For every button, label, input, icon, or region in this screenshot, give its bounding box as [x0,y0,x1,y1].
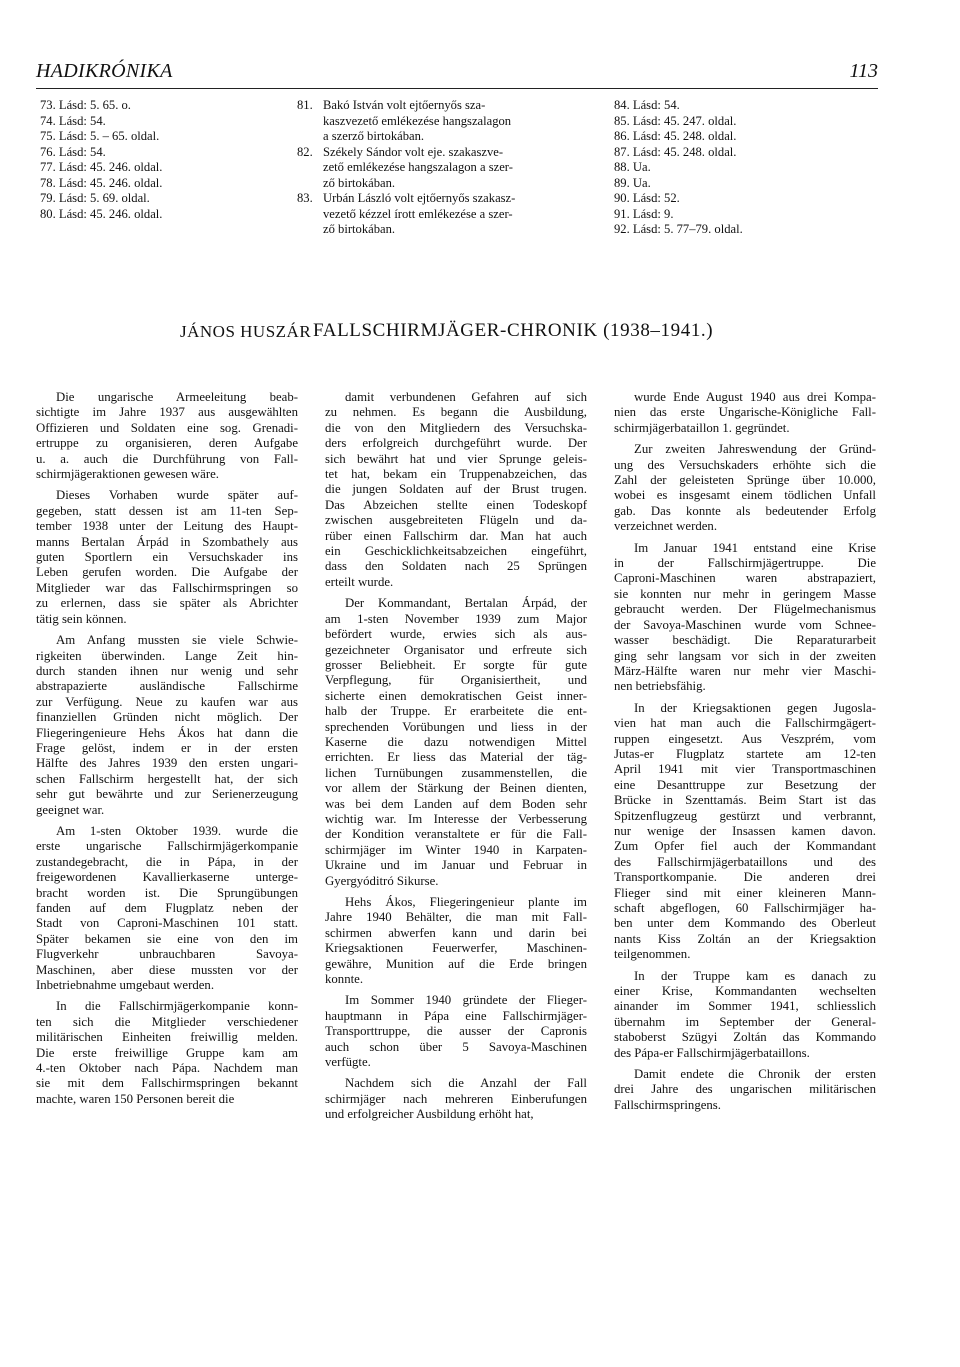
text-line: ainander im Sommer 1941, schliesslich [614,999,876,1014]
endnotes-column-3 [614,98,834,238]
text-line: zu nehmen. Es begann die Ausbildung, [325,405,587,420]
text-line: fanden auf dem Flugplatz neben der [36,901,298,915]
text-line: Hälfte des Jahres 1939 den ersten ungari- [36,756,298,771]
text-line: durch standen ihnen nur wenig und sehr [36,663,298,678]
text-line: schirmjägerbataillon 1. gegründet. [614,420,790,435]
text-line: verzeichnet werden. [614,519,718,534]
text-line: u. a. auch die Durchführung von Fall- [36,451,298,466]
endnote [297,145,597,192]
endnote [297,98,597,145]
text-line: Spitzenflugzeug gestürzt und verbrannt, [614,808,876,823]
text-line: gewähre, Munition auf die Erde bringen [325,956,587,971]
paragraph [36,633,298,818]
text-line: teilgenommen. [614,947,691,962]
text-line: gebraucht werden. Der Flügelmechanismus [614,602,876,617]
endnote-number: 83. [297,191,313,205]
text-line: übernahm im September der General- [614,1014,876,1029]
text-line: In die Fallschirmjägerkompanie konn- [56,999,298,1014]
text-line: Dieses Vorhaben wurde später auf- [56,488,298,503]
text-line: damit verbundenen Gefahren auf sich [345,390,587,404]
text-line: verfügte. [325,1055,371,1070]
text-line: ging sehr langsam vor sich in der zweiten [614,648,876,663]
text-line: erteilt wurde. [325,574,394,589]
text-line: Jahre 1940 Behälter, die man mit Fall- [325,910,587,925]
text-line: befördert wurde, erwies sich als aus- [325,627,587,642]
text-line: nur wenige der Insassen kamen davon. [614,823,876,838]
text-line: schirmjägeraktionen gewesen wäre. [36,467,219,482]
text-line: auch schon über 5 Savoya-Maschinen [325,1039,587,1054]
endnote-line: Bakó István volt ejtőernyős sza- [323,98,486,112]
text-line: vor allem der Stärkung der Beinen dienten, [325,781,587,796]
text-line: nen betriebsfähig. [614,679,706,694]
endnote-line: kaszvezető emlékezése hangszalagon [323,113,512,128]
text-line: hauptmann in Pápa eine Fallschirmjäger- [325,1008,587,1023]
text-line: Später bekamen sie eine von den im [36,931,298,946]
text-line: Zum Opfer fiel auch der Kommandant [614,839,876,854]
text-line: konnte. [325,972,364,987]
endnote-number: 82. [297,144,313,159]
text-line: freigewordenen Kavallierkaserne unterge- [36,870,298,885]
text-line: wichtig war. Im Interesse der Verbesserung [325,811,587,826]
text-line: Ukraine und im Januar und Februar in [325,858,587,873]
text-line: Flugverkehr unbrauchbaren Savoya- [36,947,298,962]
text-line: geeignet war. [36,802,105,817]
endnote: 75. Lásd: 5. – 65. oldal. [40,129,160,143]
text-line: Die ungarische Armeeleitung beab- [56,390,298,404]
text-line: Am Anfang mussten sie viele Schwie- [56,633,298,648]
text-line: zu erlernen, dass sie später als Abrichter [36,596,298,611]
text-line: Jutas-er Flugplatz startete am 12-ten [614,746,876,761]
endnote: 88. Ua. [614,160,651,174]
paragraph [614,701,876,963]
paragraph [614,1067,876,1113]
text-line: in der Fallschirmjägertruppe. Die [614,556,876,571]
paragraph [325,895,587,987]
text-line: Zahl der geleisteten Sprünge über 10.000, [614,473,876,488]
paragraph [36,999,298,1107]
text-line: Kriegsaktionen Feuerwerfer, Maschinen- [325,941,587,956]
endnote-number: 81. [297,98,313,112]
endnotes-column-2 [297,98,597,238]
endnote: 86. Lásd: 45. 248. oldal. [614,129,737,143]
endnote-line: a szerző birtokában. [323,129,425,143]
text-line: rigkeiten überwinden. Lange Zeit hin- [36,648,298,663]
endnote-line: ző birtokában. [323,222,396,236]
paragraph [36,390,298,482]
endnote: 87. Lásd: 45. 248. oldal. [614,144,737,159]
text-line: und erfolgreicher Ausbildung erhöht hat, [325,1107,534,1122]
text-line: Flieger sind mit einer kleineren Mann- [614,885,876,900]
text-line: dass den Soldaten nach 25 Sprüngen [325,559,587,574]
text-line: ben unter dem Kommando des Oberleut [614,916,876,931]
text-line: Hehs Ákos, Fliegeringenieur plante im [345,895,587,909]
text-line: tet hat, bekam ein Truppenabzeichen, das [325,467,587,482]
endnote-line: zető emlékezése hangszalagon a szer- [323,160,513,174]
text-line: bracht worden ist. Die Sprungübungen [36,885,298,900]
text-line: des Pápa-er Fallschirmjägerbataillons. [614,1045,810,1060]
endnote: 91. Lásd: 9. [614,206,674,221]
endnote: 80. Lásd: 45. 246. oldal. [40,206,163,221]
text-line: schirmen abwerfen kann und darin bei [325,925,587,940]
text-line: sehr gut bewährte und zur Serienerzeugung [36,787,298,802]
article-title: FALLSCHIRMJÄGER-CHRONIK (1938–1941.) [313,320,714,341]
endnote: 76. Lásd: 54. [40,144,106,159]
text-line: In der Kriegsaktionen gegen Jugosla- [634,700,876,715]
text-line: wasser beschädigt. Die Reparaturarbeit [614,633,876,648]
text-line: Fliegeringenieure Hehs Ákos hat dann die [36,725,298,740]
article-author: JÁNOS HUSZÁR [180,322,312,341]
text-line: schaft abgeflogen, 60 Fallschirmjäger ha- [614,901,876,915]
text-line: die von den Mitgliedern des Versuchska- [325,420,587,435]
text-line: Am 1-sten Oktober 1939. wurde die [56,823,298,838]
text-line: zustandegebracht, die in Pápa, in der [36,854,298,869]
paragraph [325,1076,587,1122]
text-line: 4.-ten Oktober nach Pápa. Nachdem man [36,1061,298,1076]
paragraph [614,541,876,695]
journal-title: HADIKRÓNIKA [36,60,173,82]
paragraph [325,390,587,590]
endnote: 92. Lásd: 5. 77–79. oldal. [614,222,743,236]
text-line: sprechenden Vorübungen und liess in der [325,719,587,734]
body-column-3 [614,390,876,1119]
text-line: nien das erste Ungarische-Königliche Fall- [614,405,876,420]
text-line: Stadt von Caproni-Maschinen 101 statt. [36,916,298,931]
text-line: sichtigte im Jahre 1937 aus ausgewählten [36,405,298,420]
text-line: militärischen Einheiten freiwillig melden. [36,1030,298,1045]
text-line: wurde Ende August 1940 aus drei Kompa- [634,390,876,404]
text-line: vien hat man auch die Fallschirmgägert- [614,716,876,731]
text-line: Frage gelöst, indem er in der ersten [36,740,298,755]
text-line: Die erste freiwillige Gruppe kam am [36,1045,298,1060]
text-line: ten sich die Mitglieder verschiedener [36,1014,298,1029]
text-line: Verpflegung, für Organisiertheit, und [325,673,587,688]
endnote-text [323,191,597,238]
text-line: schirmjäger nach mehreren Einberufungen [325,1091,587,1106]
text-line: Offizieren und Soldaten eine sog. Grenadi- [36,420,298,435]
endnote: 84. Lásd: 54. [614,98,680,112]
paragraph [325,993,587,1070]
text-line: Zur zweiten Jahreswendung der Gründ- [634,442,876,457]
text-line: Das Abzeichen stellte einen Todeskopf [325,497,587,512]
text-line: was bei dem Landen auf dem Boden sehr [325,796,587,811]
text-line: sicherte einen demokratischen Geist inner- [325,688,587,703]
endnote: 90. Lásd: 52. [614,191,680,205]
text-line: gab. Das konnte als bedeutender Erfolg [614,503,876,518]
text-line: Der Kommandant, Bertalan Árpád, der [345,596,587,611]
paragraph [325,596,587,889]
body-column-1 [36,390,298,1113]
text-line: halb der Truppe. Er erarbeitete die ent- [325,704,587,719]
text-line: sich bewährt hat und vier Sprunge geleis- [325,451,587,466]
endnote: 77. Lásd: 45. 246. oldal. [40,160,163,174]
page-number: 113 [849,60,878,82]
text-line: Transportkompanie. Die anderen drei [614,870,876,885]
text-line: gegeben, statt dessen ist am 11-ten Sep- [36,503,298,518]
text-line: wobei es insgesamt einem tödlichen Unfall [614,488,876,503]
text-line: staboberst Szügyi Zoltán das Kommando [614,1030,876,1045]
paragraph [614,969,876,1061]
header-rule [36,88,878,89]
text-line: ertruppe zu organisieren, deren Aufgabe [36,436,298,451]
text-line: März-Hälfte waren nur mehr vier Maschi- [614,663,876,678]
text-line: ung des Versuchskaders erhöhte sich die [614,457,876,472]
endnotes-column-1 [40,98,270,222]
endnote: 85. Lásd: 45. 247. oldal. [614,113,737,128]
text-line: tätig sein können. [36,611,127,626]
text-line: ruppen eingesetzt. Aus Veszprém, vom [614,731,876,746]
paragraph [36,488,298,627]
text-line: Fallschirmspringens. [614,1097,721,1112]
text-line: Transporttruppe, die ausser der Capronis [325,1024,587,1039]
endnote-line: ző birtokában. [323,175,396,190]
text-line: eine Desanttruppe zur Besetzung der [614,777,876,792]
text-line: manns Bertalan Árpád in Szombathely aus [36,534,298,549]
text-line: Brücke in Szenttamás. Beim Start ist das [614,793,876,808]
text-line: finanziellen Gründen nicht möglich. Der [36,710,298,725]
text-line: Gyergyóditró Sikurse. [325,873,439,888]
text-line: die jungen Soldaten auf der Brust trugen. [325,482,587,497]
text-line: Inbetriebnahme umgebaut werden. [36,978,215,993]
endnote-text [323,98,597,145]
endnote-line: Székely Sándor volt eje. szakaszve- [323,144,504,159]
text-line: ein Geschicklichkeitsabzeichen eingeführt, [325,544,587,559]
paragraph [614,442,876,534]
text-line: zwischen ausgebreiteten Flügeln und da- [325,513,587,528]
text-line: sie mit dem Fallschirmspringen bekannt [36,1076,298,1091]
running-head [36,60,878,86]
text-line: schen Fallschirm hergestellt hat, der sich [36,771,298,786]
text-line: einer Krise, Kommandanten wechselten [614,984,876,999]
text-line: errichten. Er liess das Material der täg- [325,750,587,765]
text-line: Damit endete die Chronik der ersten [634,1067,876,1082]
text-line: abstrapazierte ausländische Fallschirme [36,679,298,694]
text-line: tember 1938 unter der Leitung des Haupt- [36,519,298,534]
text-line: Nachdem sich die Anzahl der Fall [345,1076,587,1091]
paragraph [614,390,876,436]
text-line: sie konnten nur mehr in geringem Masse [614,586,876,601]
text-line: des Fallschirmjägerbataillons und des [614,854,876,869]
text-line: lichen Turnübungen zusammenstellen, die [325,765,587,780]
endnote [297,191,597,238]
endnote: 74. Lásd: 54. [40,113,106,128]
text-line: Mitglieder war das Fallschirmspringen so [36,580,298,595]
text-line: Kaserne die dazu notwendigen Mittel [325,734,587,749]
text-line: gezeichneter Organisator und erfreute sich [325,642,587,657]
text-line: Leben gerufen worden. Die Aufgabe der [36,565,298,580]
paragraph [36,824,298,993]
text-line: Im Januar 1941 entstand eine Krise [634,540,876,555]
endnote-line: vezető kézzel írott emlékezése a szer- [323,206,513,221]
text-line: ders erfolgreich durchgeführt wurde. Der [325,436,587,451]
text-line: nants Kiss Zoltán an der Kriegsaktion [614,931,876,946]
text-line: guten Sportlern ein Versuchskader ins [36,550,298,565]
endnote: 89. Ua. [614,175,651,190]
body-column-2 [325,390,587,1129]
text-line: am 1-sten November 1939 zum Major [325,611,587,626]
text-line: April 1941 mit vier Transportmaschinen [614,762,876,777]
text-line: In der Truppe kam es danach zu [634,968,876,983]
text-line: rüber einen Fallschirm dar. Man hat auch [325,528,587,543]
text-line: schirmjäger im Winter 1940 in Karpaten- [325,842,587,857]
text-line: Maschinen, aber diese mussten vor der [36,962,298,977]
endnote: 79. Lásd: 5. 69. oldal. [40,191,150,205]
text-line: machte, waren 150 Personen bereit die [36,1091,235,1106]
text-line: zur Verfügung. Neue zu kaufen war aus [36,694,298,709]
endnote-line: Urbán László volt ejtőernyős szakasz- [323,191,516,205]
text-line: der Kondition veranstaltete er für die Fall- [325,827,587,842]
endnote: 78. Lásd: 45. 246. oldal. [40,175,163,190]
text-line: Im Sommer 1940 gründete der Flieger- [345,993,587,1008]
endnote-text [323,145,597,192]
text-line: der Savoya-Maschinen wurde vom Schnee- [614,617,876,632]
endnote: 73. Lásd: 5. 65. o. [40,98,131,112]
text-line: Caproni-Maschinen waren abstrapaziert, [614,571,876,586]
text-line: grosser Beliebheit. Er sorgte für gute [325,657,587,672]
text-line: drei Jahre des ungarischen militärischen [614,1082,876,1097]
text-line: erste ungarische Fallschirmjägerkompanie [36,839,298,854]
